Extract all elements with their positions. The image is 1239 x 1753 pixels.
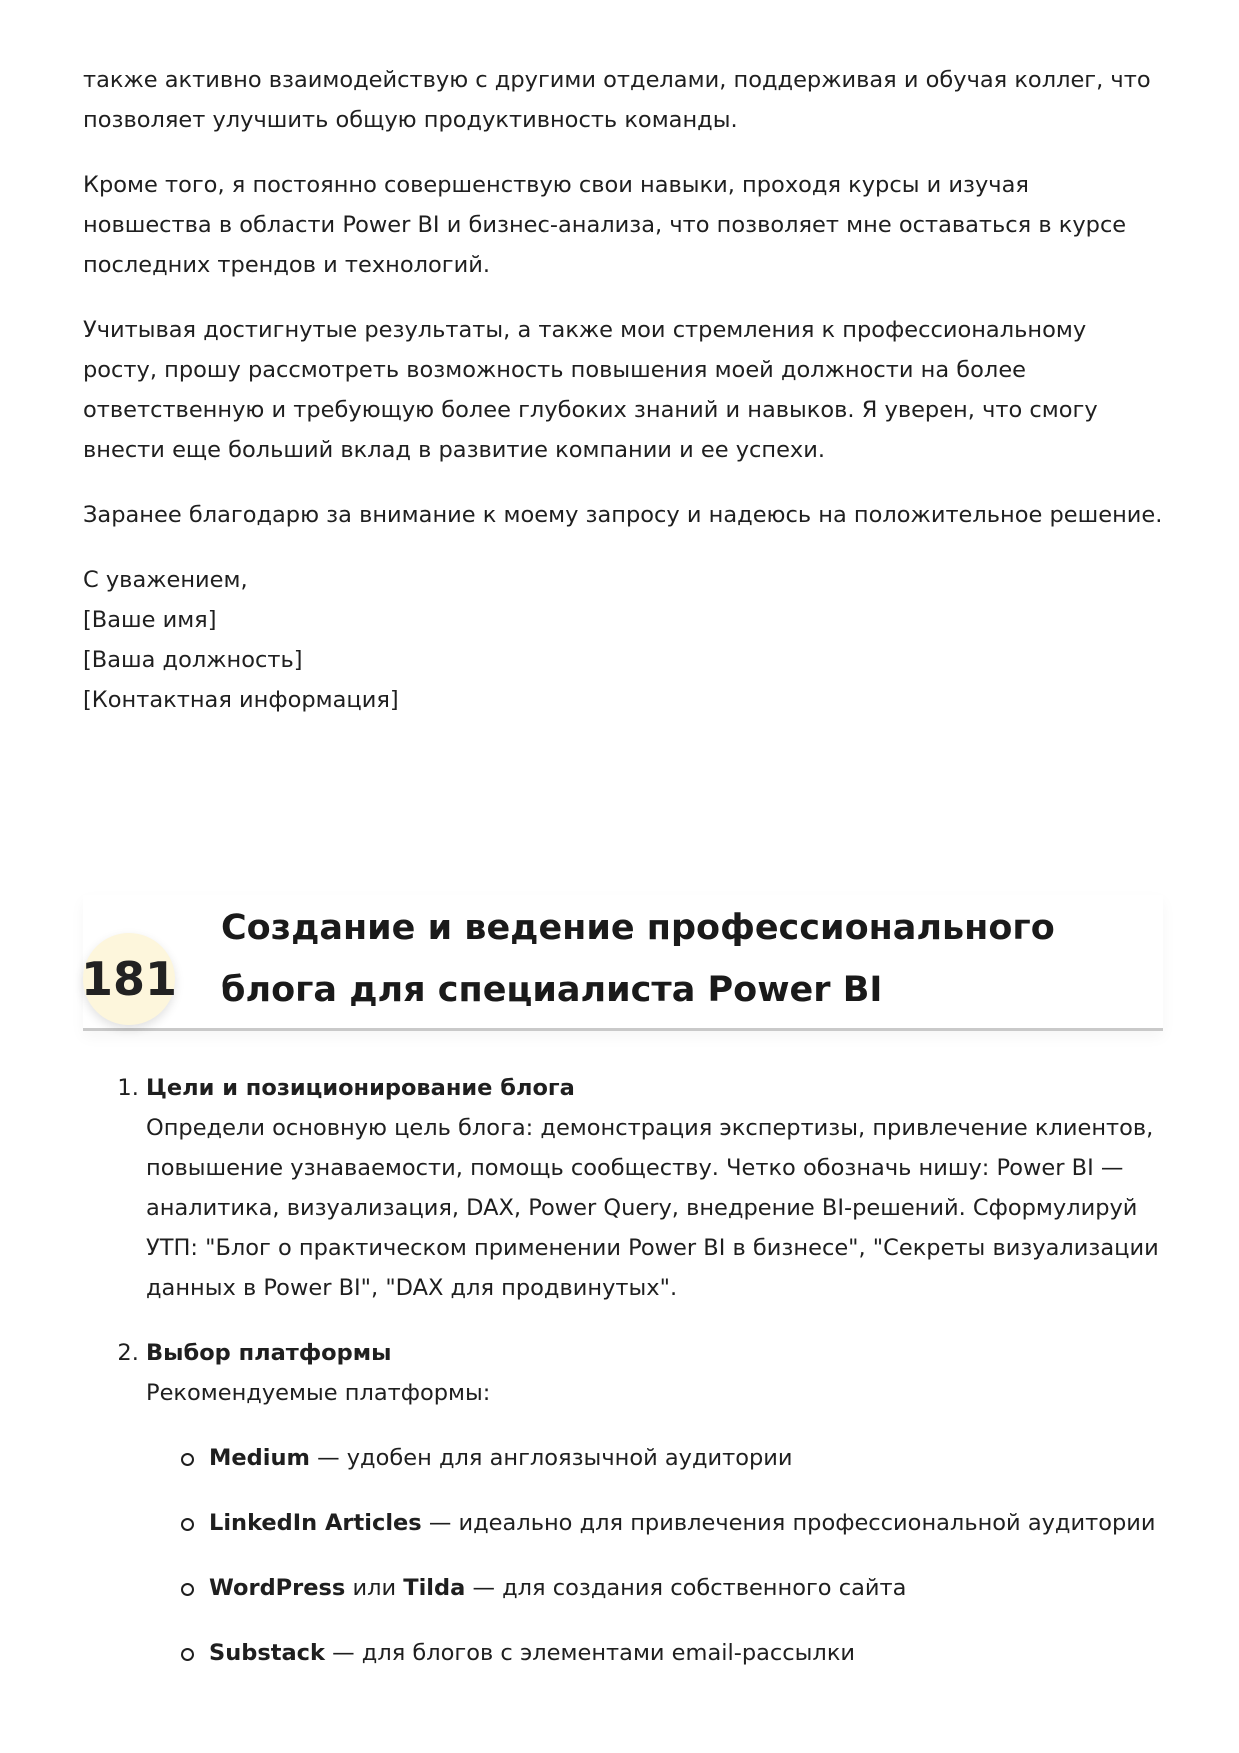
platform-item bbox=[209, 1438, 1163, 1478]
platform-name: Substack bbox=[209, 1640, 325, 1666]
platform-name: Medium bbox=[209, 1445, 310, 1471]
signature-position: [Ваша должность] bbox=[83, 647, 303, 673]
platform-name: Tilda bbox=[403, 1575, 466, 1601]
platform-desc: — для блогов с элементами email-рассылки bbox=[324, 1640, 856, 1666]
platform-desc: — удобен для англоязычной аудитории bbox=[309, 1445, 793, 1471]
platform-name: LinkedIn Articles bbox=[209, 1510, 422, 1536]
platform-item bbox=[209, 1568, 1163, 1608]
paragraph: Заранее благодарю за внимание к моему запросу и надеюсь на положительное решение. bbox=[83, 502, 1163, 528]
platform-name: WordPress bbox=[209, 1575, 346, 1601]
step-text: Рекомендуемые платформы: bbox=[146, 1380, 491, 1406]
signature-name: [Ваше имя] bbox=[83, 607, 217, 633]
step-title: 2. Выбор платформы bbox=[146, 1340, 392, 1366]
platform-item bbox=[209, 1503, 1163, 1543]
platforms-list bbox=[146, 1438, 1163, 1673]
list-item bbox=[146, 1333, 1163, 1673]
platform-desc: — идеально для привлечения профессиональной аудитории bbox=[421, 1510, 1156, 1536]
section-content bbox=[83, 1068, 1163, 1698]
list-item bbox=[146, 1068, 1163, 1308]
steps-list bbox=[83, 1068, 1163, 1673]
platform-item bbox=[209, 1633, 1163, 1673]
letter-body bbox=[83, 60, 1163, 720]
signature-closing: С уважением, bbox=[83, 567, 248, 593]
platform-connector: или bbox=[345, 1575, 404, 1601]
section-number-badge: 181 bbox=[83, 933, 175, 1025]
section-header bbox=[80, 895, 1163, 1031]
paragraph: Учитывая достигнутые результаты, а также мои стремления к профессиональному росту, прошу рассмотреть возможность повышения моей должности на более ответственную и требующую более глубоких знаний и навыков. Я уверен, что смогу внести еще больший вклад в развитие компании и ее успехи. bbox=[83, 317, 1098, 463]
paragraph: также активно взаимодействую с другими отделами, поддерживая и обучая коллег, что позволяет улучшить общую продуктивность команды. bbox=[83, 67, 1151, 133]
signature-contact: [Контактная информация] bbox=[83, 687, 399, 713]
paragraph: Кроме того, я постоянно совершенствую свои навыки, проходя курсы и изучая новшества в области Power BI и бизнес-анализа, что позволяет мне оставаться в курсе последних трендов и технологий. bbox=[83, 172, 1127, 278]
platform-desc: — для создания собственного сайта bbox=[465, 1575, 907, 1601]
section-title: Создание и ведение профессионального блога для специалиста Power BI bbox=[221, 908, 1055, 1010]
step-text: Определи основную цель блога: демонстрация экспертизы, привлечение клиентов, повышение узнаваемости, помощь сообществу. Четко обозначь нишу: Power BI — аналитика, визуализация, DAX, Power Query, внедрение BI-решений. Сформулируй УТП: "Блог о практическом применении Power BI в бизнесе", "Секреты визуализации данных в Power BI", "DAX для продвинутых". bbox=[146, 1115, 1159, 1301]
step-title: 1. Цели и позиционирование блога bbox=[146, 1075, 575, 1101]
signature-block bbox=[83, 560, 1163, 720]
